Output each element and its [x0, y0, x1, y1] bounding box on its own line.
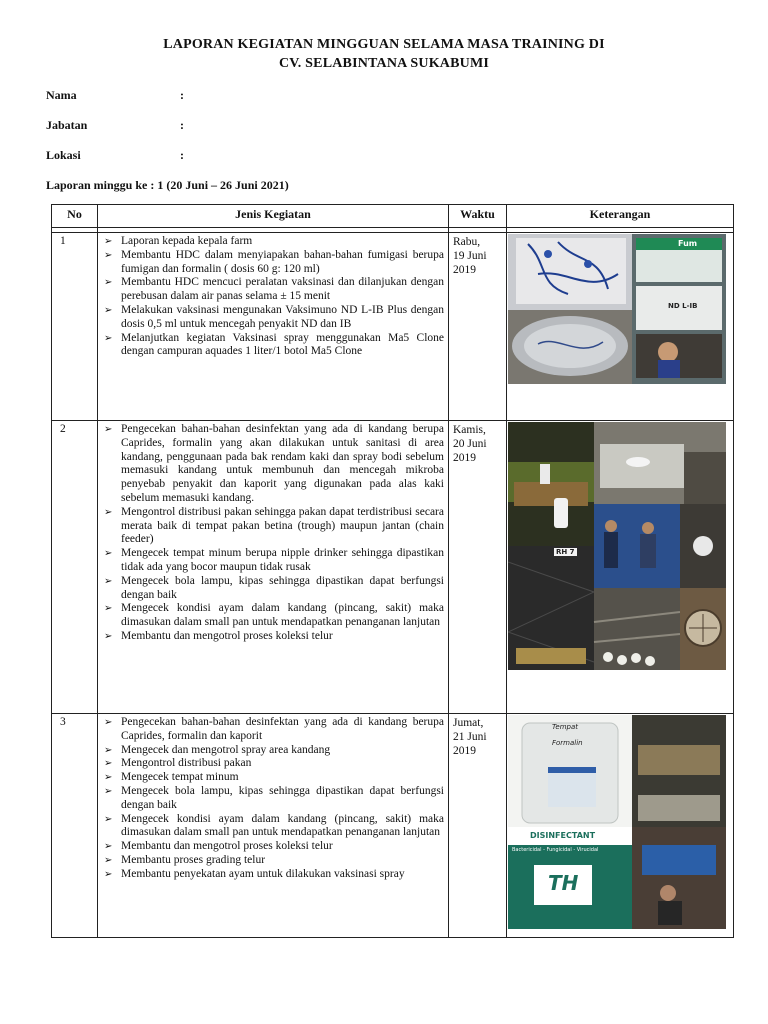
photo-cell: [507, 714, 734, 938]
activity-list: [102, 423, 444, 644]
field-nama-label: Nama: [46, 88, 77, 102]
jerrycan-label-line2: Formalin: [552, 739, 583, 747]
activity-list: [102, 235, 444, 359]
row-number: 3: [52, 714, 98, 938]
table-row: [52, 714, 734, 938]
photo-collage-3: [508, 715, 726, 929]
list-item: ➢ Mengontrol distribusi pakan: [102, 757, 444, 771]
field-jabatan-label: Jabatan: [46, 118, 88, 132]
jerrycan-label-line1: Tempat: [552, 723, 579, 731]
document-title-line1: LAPORAN KEGIATAN MINGGUAN SELAMA MASA TRAINING DI: [163, 37, 605, 52]
disinfectant-sign-text: DISINFECTANT: [530, 831, 596, 840]
header-keterangan: Keterangan: [507, 205, 734, 228]
activity-cell: [98, 421, 449, 714]
list-item: ➢ Membantu proses grading telur: [102, 854, 444, 868]
time-year: 2019: [453, 264, 476, 276]
list-item: ➢ Melanjutkan kegiatan Vaksinasi spray menggunakan Ma5 Clone dengan campuran aquades 1 liter/1 botol Ma5 Clone: [102, 332, 444, 360]
time-year: 2019: [453, 745, 476, 757]
field-lokasi-sep: :: [180, 148, 184, 162]
list-item: ➢ Pengecekan bahan-bahan desinfektan yang ada di kandang berupa Caprides, formalin yang akan dilakukan untuk sanitasi di area kandang, penggunaan pada bak rendam kaki dan spray bodi sebelum memasuki kandang untuk membunuh dan mencegah mikroba penyebab penyakit dan kaporit yang digunakan pada alas kaki sebelum memasuki kandang.: [102, 423, 444, 506]
time-date: 21 Juni: [453, 731, 487, 743]
list-item: ➢ Mengecek tempat minum berupa nipple drinker sehingga dipastikan tidak ada yang bocor maupun tidak rusak: [102, 547, 444, 575]
field-lokasi: [46, 148, 184, 163]
list-item: ➢ Membantu HDC mencuci peralatan vaksinasi dan dilanjukan dengan perebusan dalam air panas selama ± 15 menit: [102, 276, 444, 304]
time-cell: [449, 233, 507, 421]
row-number: 2: [52, 421, 98, 714]
header-waktu: Waktu: [449, 205, 507, 228]
list-item: ➢ Membantu dan mengotrol proses koleksi telur: [102, 840, 444, 854]
field-week: [46, 178, 289, 193]
field-week-value: : 1 (20 Juni – 26 Juni 2021): [150, 178, 289, 192]
time-cell: [449, 421, 507, 714]
list-item: ➢ Membantu penyekatan ayam untuk dilakukan vaksinasi spray: [102, 868, 444, 882]
list-item: ➢ Membantu HDC dalam menyiapakan bahan-bahan fumigasi berupa fumigan dan formalin ( dosis 60 g: 120 ml): [102, 249, 444, 277]
field-lokasi-label: Lokasi: [46, 148, 81, 162]
activity-cell: [98, 233, 449, 421]
list-item: ➢ Mengecek tempat minum: [102, 771, 444, 785]
header-no: No: [52, 205, 98, 228]
activity-table: [51, 204, 734, 938]
time-day: Rabu,: [453, 236, 481, 248]
list-item: ➢ Mengecek bola lampu, kipas sehingga dipastikan dapat berfungsi dengan baik: [102, 785, 444, 813]
list-item: ➢ Mengecek kondisi ayam dalam kandang (pincang, sakit) maka dimasukan dalam small pan untuk mendapatkan penanganan lanjutan: [102, 813, 444, 841]
fumigan-brand-text: Fum: [678, 239, 698, 248]
photo-cell: [507, 233, 734, 421]
photo-disinfectant: [508, 715, 726, 929]
header-kegiatan: Jenis Kegiatan: [98, 205, 449, 228]
list-item: ➢ Mengontrol distribusi pakan sehingga pakan dapat terdistribusi secara merata baik di tempat pakan betina (trough) maupun jantan (chain feeder): [102, 506, 444, 547]
list-item: ➢ Mengecek kondisi ayam dalam kandang (pincang, sakit) maka dimasukan dalam small pan untuk mendapatkan penanganan lanjutan: [102, 602, 444, 630]
vaccine-label-text: ND L-IB: [668, 302, 698, 310]
photo-poultry-house: [508, 422, 726, 670]
table-row: [52, 233, 734, 421]
time-date: 20 Juni: [453, 438, 487, 450]
list-item: ➢ Melakukan vaksinasi mengunakan Vaksimuno ND L-IB Plus dengan dosis 0,5 ml untuk mencegah penyakit ND dan IB: [102, 304, 444, 332]
list-item: ➢ Membantu dan mengotrol proses koleksi telur: [102, 630, 444, 644]
table-header-row: [52, 205, 734, 228]
photo-cell: [507, 421, 734, 714]
pen-sign-text: RH 7: [556, 548, 575, 556]
field-nama: [46, 88, 184, 103]
time-year: 2019: [453, 452, 476, 464]
photo-collage-1: [508, 234, 726, 384]
activity-list: [102, 716, 444, 882]
time-day: Jumat,: [453, 717, 484, 729]
time-cell: [449, 714, 507, 938]
list-item: ➢ Laporan kepada kepala farm: [102, 235, 444, 249]
disinfectant-sub-text: Bactericidal - Fungicidal - Virucidal: [512, 847, 599, 853]
th-logo-text: TH: [548, 871, 579, 895]
field-week-label: Laporan minggu ke: [46, 178, 148, 192]
field-nama-sep: :: [180, 88, 184, 102]
list-item: ➢ Mengecek dan mengotrol spray area kandang: [102, 744, 444, 758]
row-number: 1: [52, 233, 98, 421]
photo-collage-2: [508, 422, 726, 670]
time-date: 19 Juni: [453, 250, 487, 262]
activity-cell: [98, 714, 449, 938]
document-title-line2: CV. SELABINTANA SUKABUMI: [278, 56, 490, 71]
field-jabatan: [46, 118, 184, 133]
time-day: Kamis,: [453, 424, 486, 436]
list-item: ➢ Pengecekan bahan-bahan desinfektan yang ada di kandang berupa Caprides, formalin dan kaporit: [102, 716, 444, 744]
list-item: ➢ Mengecek bola lampu, kipas sehingga dipastikan dapat berfungsi dengan baik: [102, 575, 444, 603]
table-row: [52, 421, 734, 714]
field-jabatan-sep: :: [180, 118, 184, 132]
